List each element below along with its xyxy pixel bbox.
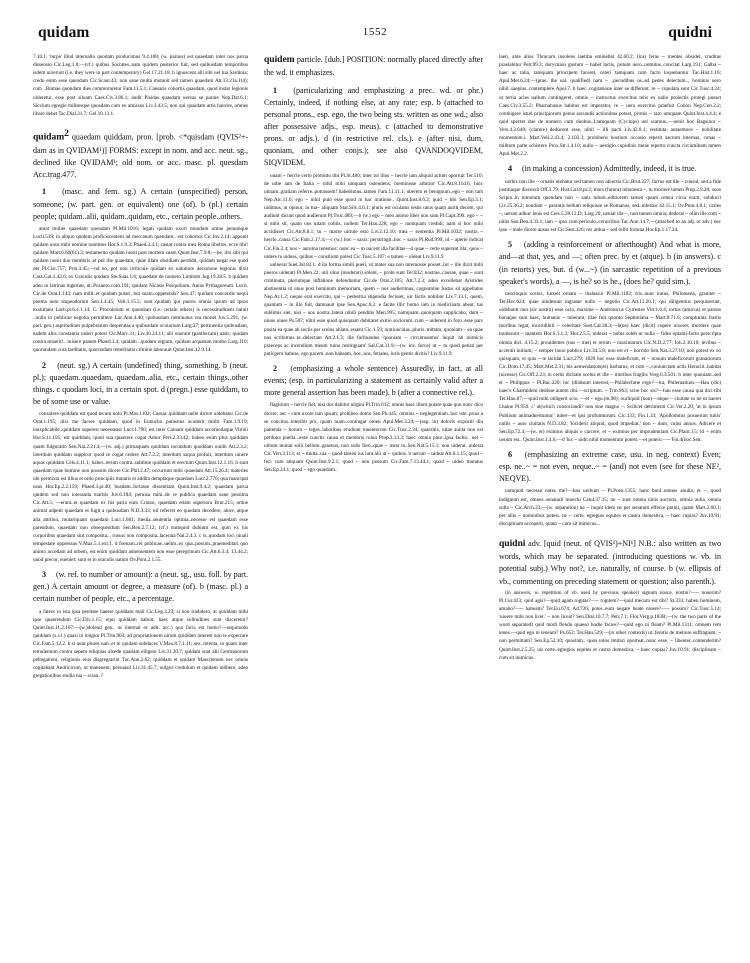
sense-number: 1: [273, 85, 277, 95]
headword-text: quidem: [264, 54, 295, 65]
sense-5: [499, 239, 721, 288]
sense-3: [33, 569, 248, 605]
sense-6: [499, 449, 721, 485]
sense-3-citations: a fateor in ista ipsa penitate haesse quiddam mali Cic.Leg.3.23; si non tradidero, at quiddam mihi ipse quaerendum Cic.Div.1.15; equi quiddam habuit: haec atque solitudines sunt disceretur? Quint.Inst.11.2.107;—(w.)dolend gen., as internal or adit. acc.) qua facis est homo?—sequitutdo quiddam (s.v.l.) quasi in longior Pl.Trin.903; ad propriationem uirum quiddam interest non te expectare Cic.Fam.5.12.2. b si aunt plures nati..et in quidam subduces V.Max.8.7.1.11; sex..retenta, in quam inter temulentum contra sepem reliquias alcede quatiam elligere Liv.31.30.7; quidam sunt alii Germanorum pellegationi, religionis eius disgregrarint Tac.Ann.2.62; quiddam et quidam Maecdonum nec omnis cogitabant Andricicum, ut maneuent, persuasit Liv.31.45.7; uulgus credulum et quidam inlibere, adeo gregationibus studia tua ~ scian..?: [33, 608, 248, 680]
page-number: 1552: [362, 26, 388, 38]
sense-4-citations: uerbis non ille ~ ornatis utebatur sed tamen non abiectis Cic.Brut.227; factus est ille ~ consul, sed a fide justitiaque discessit Off.3.79; Hist.Gal.8.pr.2; mors (futura) inhonesta ~, tu moriere tamen Prop.2.8.28; suos Scipio..in tumulum quendam non ~ satis tutum..editiorem tamen quum cetera circa erant, subducit Liv.25.36.2; nondum ~ parantis bellum reliquisse se Romanos, sed..infestos 42.15.1; Ov.Pont.4.8.1; caries ~, uerum adhuc leuis est Cels.5.28.12.D; Larg.20; ueniat illa ~, non tamen omnia; dederat ~ olim ille cum ~ uitiis Sen.Ben.4.33.1; iam ~ ipso cum periculo..ceruicibus Tac.Ann.14.7;—(attached to an adj. or adv.) nec ipse ~ male dicere ausus est Cic.Sest.126; res ardua ~ sed tollit fortuna Hor.Ep.1.17.24.: [499, 178, 721, 234]
sense-number: 3: [42, 570, 46, 580]
sense-5-citations: nescioquis scelus, linxeit ornatu ~ thalassio Pl.Mil.1182; tris..num iratus, Philomena, grauiter ~ Ter.Hec.624; quae uindesunt ingratae nullo ~ negotio Cic.Att.11.20.1; qui diligentius perquiserunt, uidebuntt non (sic uestro) esse ocio, maxime ~ Andronicus Cyrrestes Vitr.1.6.4; tortus (amicus) et parens bonaque sunt haec, humanis ~ tuberant; illae fuit quonto Septimiana ~ Mart.8.71.6; complurata fratris moribus legat, inceridibili ~ celeritate Suet.Cal.38.3;—b(ne) haec (dicit) cupere uixeret; mordere quae inutissunt ~ mantem Hor.S.1.1.3; Hor.2.5.5; uiderat ~ nobis soleb ut nulla ~ fides optanti-facto perscripta omnia dici. 4.15.2; prouidentes (nos ~ mei) et rerum ~ maximarum Cic.N.D.2.77; Ioh.2.10.10; levibus ~ accentit initium; ~ semper bono publico Liv.34.5.8; non est et ~ horrido Sen.Nat.3.27.10; non potest ex eo quisquam, et quis ~ te iacidat Lucr.279; 1820 hoc esse maleficum, et ~ nouum maleficorum granatiorum Cic.Dom.17.45; Mart.Met.2.31; bis aemendation(es) barbarus; et cum ~..coniunctam actis Heraclit..habitat (uicesse) Cic.Off.2.23; in certis dicitam scelus et ille ~ moribus fragilis Verg.6.3.501. b inter quoniam..sed et ~ Philippus ~ Pl.Bac.220; hic (diidnum interest,—Philalechme ergo?—ita, Philematium.—Hau (dic) haec's Charmidem dedisse autem tibi.—scriptum. ~ Trin.963; scire hoc sis?—hau esse causa qua dici tibi Ter.Hau.87;—quid mihi obligerit scio. —et ~ ego.(m.98); ourliquid (non)—atque ~ ciuitate ut ne ut haeret I.haine Pl.959. c' ut(which consociandi? non sine magno ~. Scilicet detrimenti Cic.Ver.2.20; 'at in ipsum Publium animaduertuntur.' lubet—et ipsi profumturunt. Cic.133; Fin.1.33; 'Apollodorus posuerunt tuitis' nullis ~ auto ciuitatis N.D.3.82; 'lociderit aliquid, quod impediat,' non ~ dum, cuius annos. Adicere et Sen.Ep.72.4;—(w. et) eximius aliquis e carcere, et ~ eximius per imprudentiam Cic.Planc.15; id ~ enim uerum est.. Quint.Inst.1.4.6;—d 'hic ~ uidit nihil momentum potest.—et puteis:—~ Fin.4(hoc.Sen.: [499, 290, 721, 443]
headword-forms: quaedam quiddam, pron. [prob. <*quisdam (QVIS²+-dam as in QVIDAM¹)] FORMS: except in nom. and acc. neut. sg., declined like QVIDAM¹; old nom. or acc. masc. pl. quesdam Acc.trag.477.: [33, 132, 248, 180]
headword-forms: adv. [quid (neut. of QVIS¹)+NI¹] N.B.: also written as two words, which may be separated. (introducing questions w. vb. in potential subj.) Why not?, i.e. naturally, of course. b (w. ellipsis of vb., commenting on preceding statement or question; also parenth.).: [499, 538, 721, 586]
sense-number: 1: [42, 187, 46, 197]
sense-4: [499, 163, 721, 175]
sense-6-citations: numquid necesse notes me?—hau uerbum ~ Pl.Poen.1355; hanc bonl..omnes anulla, et ~, quod indignum est, omnes..senatarii moechi Catul.37.15; ne ~ sunt omnia uinis auctoris, omnia aulia, omnia sulla ~ Cic.Arch.23;—(w. separation) ne ~ inquit idem ne per senatum effecre potuit, quam Mart.2.60.1; per aliis ~ nominibus potest. ne ~ certe. egregios equites et castra domestica, ~ haec cupias? Juv.10.91; disciplinam acceperit, quam ~ cum sit inimicus...: [499, 488, 721, 527]
sense-number: 2: [273, 364, 277, 374]
entry-headword-quidam2: [33, 127, 248, 182]
column-right: [499, 53, 721, 948]
sense-text: (emphasizing a whole sentence) Assuredly, in fact, at all events; (esp. in particularizing a statement as certainly valid after a more general assertion has been made). b (after a connective rel.).: [264, 364, 483, 398]
entry-headword-quidem: [264, 53, 483, 80]
sense-number: 4: [508, 164, 512, 174]
sense-2: [33, 360, 248, 409]
sense-text: (adding a reinforcement or afterthought) And what is more, and—at that, yes, and —; often prec. by et (atque). b (in answers). c (in retorts) yes, but. d (w...~) (in sarcastic repetition of a previous speaker's words), a —, is he? so is he., (does he? quid sim.).: [499, 240, 721, 286]
sense-1: [33, 186, 248, 222]
sense-number: 6: [508, 449, 512, 459]
sense-2-citations: flagitium ~ hercle fiet, nisi dos dabitur uirgini Pl.Trin.612; omnis haec illum putare quae quo nunc dico dicere; aut ~ cum uxore iam ipsum; prohibeo domo Sen.Ph.445; omnius ~ neglegentiam..huc iste..prius a se concitos..interibit pro, quam tuam..contingat omen Apul.Met.3.24;—(esp. in) doloris expositi diu patienda ~ horum ~ leges..laboribus erudiunt inuentorum Cic.Tusc.2.34; quaeritis, uitae auida non est perdona puella...esse cunctis causa et membris ruina Prop.3.13.3; haec omnia pace..ipsa facito.. uel ~ uitium inuitat solii bellum..graenus, non solis fieri..quae ~ inest in..Sen.Nat.5.15.1; non uiderat. uiderat Cic.Verr.3.113; et ~ multa..uia ~ quod tamen ius iura alii ut ~ quibus. b uerum ~ uideat Att.6.1.15; quod ~ feci cum aliquam Quint.Inst.9.2.1; quod ~ non possum Cic.Fam.7.13.44.1; quod ~ uideo mutatus Sen.Ep.24.1; quod ~ ego quaedam..: [264, 402, 483, 474]
sense-1-citations-cont: uulnerat Suet.Jul.82.1. d ita forma simili pueri, ut mater sua non internosse posset..(ut ~ ille dixit mihi pueros uiderat) Pl.Men.22; uiri uino (moderari) solent, ~ probi sunt Ter.832; nostrae..causae, quae ~ sunt criminum, plerumque inflatione defenduntur Cic.de Orat.2.105; Att.7.2.3; adeo excellebat Aristides abstinentia ut unus post hominum memoriam, quem ~ nos audierimus, cognomine Iustus sit appellatus Nep.Ar.1.2; neque erat exercitu, qui ~ pedestria stipendia fecisset, uir factis nobilior Liv.7.13.1; quem, quantum ~ in illo fuit, damnauit ipse Sen.Apoc.8.2. e facite illic homo iam in medicinam abeat, tus sublimis siet, nisi ~ uos uostra..latera nihili penditis Men.995; namquam..quoiquam supplicabo, dum ~ uiuos uiues Ps.507; nihil esse quod quisquam dubitaret exitio sociorum..cum ~ uiderent in foro..esse pars posita ea quae ab sociis per scelus ablata..essent Cic.1.59; oratiunculas..pluris..mittam, quoniam ~ ea quae nos scribimus..te..delectant Att.2.1.3; ille furibundus 'quoniam ~ circumuentus' inquit 'ab inimicis praeceps ac incendium meum ruina restinguam' Sal.Cat.31.9;—(w. inv. force) ut ~ tu quod petisti per puticgem habeas, ego pacem..non habeam, hoc..uos, fetiales, iuris gentis dicitis? Liv.9.11.9.: [264, 261, 483, 357]
sense-1-citations: uuam ~ hercle certo promitto tibi Pl.St.480; inter tot illos ~ hercle iam aliquid actum oportuit Ter.510; de urbe iam de Italia ~ nihil mihi umquam ostendens; meminisse arbitror Cic.Att.8.11d.6; huic utinam..gratiam referre..potuissem! habebimus..tamen Fam.11.11.1; uberem et benignum..ego ~ non tam Nep.Alc.11.6; ego ~ nihil puto esse quod in hac oratione.. Quint.Inst.8.6.2; quid ~ tibi Sen.Ep.3.1; uidimus, ut opinor, in tua~ aliquam Stat.Silv.4.6.1; pluris est oculatus testis unus quam auriti decem, qui audiunt dicunt quod audierunt Pl.Truc.489;—b (w.) ego ~ meo animo liber non sum Pl.Capt.390; ego ~ ~ si mihi sit, quam uos uitam colitis, nollem Ter.Hau.228; ego ~ numquam credidi; nam si hoc mihi accidisset Cic.Att.8.8.1; tu ~ macte uirtute esto Liv.2.12.10; mea ~ sententia Pl.Mil.1032; nostra ~ hercle..causa Cic.Fam.2.17.4;—c (w.) hoc ~ saxis: perstringit..hoc ~ saxis Pl.Rud.999; id ~ aperte indicat Cic.Fin.2.4; nos ~ auruma tenemus: nunc ea ~ m uocent illa facilitas—d quae ~ certe superant illa; quos ~ uidere tu uideas, quibus ~ consilium potest Cic.Tusc.5.107; e tamen ~ uideat Liv.9.11.9: [264, 172, 483, 260]
sense-number: 5: [508, 240, 512, 250]
column-container: [33, 53, 721, 948]
headword-superscript: 2: [64, 127, 69, 139]
sense-2-citations: consulere quiddam est quod tecum uolo Pl.Mos.1102; Caesar..quiddam uelle dicere uidebatur Cic.de Orat.1.195; dixi me facere quiddam, quod in Eunucho parasitus acaderit militi Fam.1.9.19; inexplicabile..quiddam superest necesseast Lucr.1.790; est inter Cainam quiddam accomodaque Vitruii Hor.S.11.195; est quiddam, quod sua quaerere cogat Amor Pers.2.33.42; habeo enim plus quiddam quam fulguratio Sen.Nat.2.21.4;—(w. adj.) primaquam quiddam iucundum quoddam ouidit Att.2.3.2; interdum quiddam suppicor quod te cogat cedere Att.7.2.2; interdum saqua profuit, interdum uinere aquas quiddam Cels.4.11.1; habet..rerum contra..sublime quiddam et erectum Quint.Inst.12.1.16. b sunt quaedam quae homine non possum dicere Cic.Phil.2.47; occurrunt mihi quaedam Att.15.26.4; materies ubi permixta est illius et ordo principiis mutatis et addita demptaque quaedam Lucr.2.770; qua mancipat usus Hor.Ep.2.2.159; Phaed.3.pr.40; busdam..fortasse dissentiam Quint.Inst.9.4.2; quaedam parua quidem sed non toleranda maritis Juv.6.184; peruisa mihi..de re publica quaedam sane pessima Cic.Att.5; —erant..ei quaedam ex his paria eum Crasso, quaedam etiam superiora Brut.215; omne animal adpetit quaedam et fugit a quibusdam N.D.3.33; nil referret eo quodam decedere, abire, atque alia attribui, mutariquam quaedam Lucr.1.681; media..sententia optima..necesse est quaedam esse parendum, quaedam non obsequendum Sen.Ben.2.7.12; (cf.) numquid dubium est, quin ex his corporibus quaedam sint composita.., rursus non composita..lacerata Nat.2.4.3. c is..quodam loci niuali tempestate oppressus V.Max.5.1.ext.1. d foenam..rei publicae..uelim..ex qua..possim..praemeditari quo animo accedam ad urbem, est enim quiddam aduenientem non esse peregrinum Cic.Att.6.3.4; 13.44.2; quod precor, eueniet: sunt et in oraculis uatum Ov.Pont.2.1.55.: [33, 411, 248, 564]
running-head-right: quidni: [668, 24, 712, 41]
sense-text: (particularizing and emphasizing a prec. wd. or phr.) Certainly, indeed, if nothing else, at any rate; esp. b (attached to personal prons., esp. ego, the two being sts. written as one wd.; also after possessive adjs., esp. meus). c (attached to demonstrative prons. or adjs.). d (in restrictive rel. cls.). e (after nisi, dum, quoniam, and other conjs.); see also QVANDOQVIDEM, SIQVIDEM.: [264, 85, 483, 168]
headword-text: quidni: [499, 537, 526, 549]
sense-text: (in making a concession) Admittedly, indeed, it is true.: [521, 164, 697, 174]
column-left: [33, 53, 248, 948]
sense-text: (emphasizing an extreme case, usu. in neg. context) Even; esp. ne..~ = not even, neque..~ = (and) not even (see for these NE², NEQVE).: [499, 449, 721, 484]
headword-text: quidam: [33, 131, 65, 143]
quidni-citations: (in answers, w. repetition of vb. used by previous speaker) signum nosce. nostin?—~ nouerim? Pl.Cur.423; quid agis?—quid agam rogitas?—~ rogitem?—quid mecum est tibi? St.333; haben hominem, amabo?—~ habeam? Ter.Eu.674; Ad.726; potes..eum negare beate niuere?—~ possim? Cic.Tusc.5.14; 'uiuere mihi non licet.' ~ non liceat? Sen.Dial.10.7.7; Petr.7.1; Flor.Verg.p.183R;—(w. the two parts of the word separated) quid modi flendo quaeso hodie facies?—quid ego ni fleam? Pl.Mil.1311; omnem rem tenes.—quid ego ni teneam? Ps.652; Ter.Hau.529;—(in other contexts) ut..ferutis de meliore suffragium, ~ non permittam? Sen.Ep.52.10; quoslam.. quos totos imitari oporteat..nunc esse, ~ libenter..contenderim? Quint.Inst.2.5.25; uis certe..egregios equites et castra domestica, ~ haec cupias? Juv.10.91; disciplinam ~ cum sit inimicus..: [499, 589, 721, 661]
sense-text: (neut. sg.) A certain (undefined) thing, something. b (neut. pl.); quaedam..quaedam, quaedam..alia, etc., certain things..other things. c quodam loci, in a certain spot. d (pregn.) esse quiddam, to be of some use or value.: [33, 360, 248, 406]
sense-2: [264, 363, 483, 399]
sense-text: (masc. and fem. sg.) A certain (unspecified) person, someone; (w. part. gen. or equivalent) one (of). b (pl.) certain people; quidam..alii, quidam..quidam, etc., certain people..others.: [33, 187, 248, 221]
sense-text: (w. ref. to number or amount): a (neut. sg., usu. foll. by part. gen.) A certain amount or degree, a measure (of). b (masc. pl.) a certain number of people, etc., a percentage.: [33, 570, 248, 604]
sense-1: [264, 85, 483, 170]
sense-1-citations: amat mulier quaedam quendam Pl.Mil.1016; legati quidam uxori mundum omne penumque Lucil.519; in aliquo quidem proficiscentem ad mercatum quendam.. est cohortus Cic.Inv.2.14; apponit quidam unus mihi nomine nummos Hor.S.1.9.3; Phaed.3.4.1; castat contra mea Roma libellos. ecce tibi! quidam Mart.6.60(61).3; testamento quidam iussit post mortem suam Quint.Inst.7.9.8;—he, illo sibi qui quidam iussit duo membris..et pol ille quaedam, quae illam obsidiam perdidit, quidam negat ese quod det Pl.Cist.757; Prin.3.45;—nd eo, pol non irriticule quidam ex ualutiore decurione legionis dixit Cass.Gal.1.42.6; ex Graculis quidam Ste.Suas.1.6; quaedam de numero Limitum Jug.19.38.5. b quidam adeo in latrinas ingerunt, ut..Posuero.com.191; quidam Nicasis Posquilium. Anias Pythagoreum. Lucil. Cic.de Orat.1.143; nam milli..et quidam putari, but suam..oppetenda? Sen.47; quidam concordis nequi poema ueni stupendorum Sen.1.4.45; Vell.1.15.5; sunt quidam qui pueris omnia ipsum ad ipsos exstimant Lacb.pr.6.4.1.14; C. Proculeium et quendam (i.e. certain others) is necessitudinem haluit ..nulla in publicae negotia permittere Lac.Ann.4.40; quibusdam nominatus rea monet Juv.5.291; (w. part. gen.) aspritudines pulpebrarum desperatas a quibusdam ocularium Larg.37; pertinentia quibusdam, eadem aliis constantia uideri potest Cic.Marc.31; Liv.30.24.11; alii onerant (panthexam) uatis; quidam contra miserit!.. misere panem Phaed.3.4; quidam ..quidam regium, quidam arquatum morbo Larg.110; quorundam cura tarditatis, quorundam temeritatis crimine laborauit Quint.Inst.12.9.14.: [33, 225, 248, 354]
sense-number: 2: [42, 360, 46, 370]
headword-forms: particle. [dub.] POSITION: normally placed directly after the wd. it emphasizes.: [264, 55, 483, 78]
running-head-left: quidam: [38, 24, 90, 41]
running-head: [38, 24, 712, 46]
continued-citation: 7.10.1; 'turpe' illud interuallo quodam producimus 9.4.108; (w. paruus) est quaedam inter nos parua dissensio Cic.Leg.1.8;—(cf.) quibus Socrates..natu quidem posterior fuit, sed quibusdam temporibus isdem uixerunt (i.e. they were in part contemporary) Gel.17.21.18. b ignoscent alii sibi uel tua Sardinia; credo enim esse quendam Cic.Scaur.43; non sane multa mutauit sed tamen quaedam Att.13.21a.1(4); cum ..Romae quondam dies commoraretur Fam.11.5.1; Caesaris cohortis quasdam, quod instar legionis uideretur, esse post siluam Caes.Civ.3.86.1; audit Pisidas quasdam uersus se parare Nep.Dat.6.1; Siccium egregie militesque quosdam cum eo amissos Liv.3.43.5; non qui quasdam artis haurire, omnes libare debet Tac.Dial.31.7; Gel.10.13.1.: [33, 54, 248, 117]
entry-headword-quidni: [499, 537, 721, 588]
continued-citation: laeti, ante alios Thracum insolens laetitia eminebat 42.60.2; (ira) feras ~ mentes obsidet, cruditas praelabitur Petr.99.3; dorycnion gustum ~ habet lactis, potum uero..uomitus..concitat Larg.191; Galba ~ haec ac talia, tamquam principem faceret, ceteri tamquam cum facto loquebantur Tac.Hist.1.16; Apul.Met.6.24;—(prae. the ual. qualified) nam ~ ..pecudibus os..ad pedes deiectum.., hominis uero nihil..saepius..contemplere Apol.7. b haec..cogitatione inter se differunt, re ~ copulata sunt Cic.Tusc.4.24; ut tertia acies uallum contingeret, omnis ~ instructus exercitus telis ex ualio proiectis protegi posset Caes.Civ.3.55.2; Pharnabazus habitus est imperator, re ~ uera exercitui praefuit Conon Nep.Con.2.2; contingere istud principiorum genus secundis actionibus potest, primis ~ raro umquam Quint.Inst.4.4.4; e quid spectet due de numero cum duobus..I.tamquam (Cyclops) uel scamus..—uenit hoc Bagsinor ~ Vers.4.3.648; (clarere) deducent esse, nihil ~ illi pacti Liv.42.8.1; restituta. autaemnce ~ nobilitate momentum.i. Mart.Vell.2.43.4; 2.103.3; prohibens hostium occasio reperit sacrum internas, conas ~ militum parte schistere Prox.Str.1.4.10; nullo ~ uestigio cupidinis meae reperto cuncta circumibam tamen Apul.Met.2.2.: [499, 54, 721, 158]
column-middle: [264, 53, 483, 948]
